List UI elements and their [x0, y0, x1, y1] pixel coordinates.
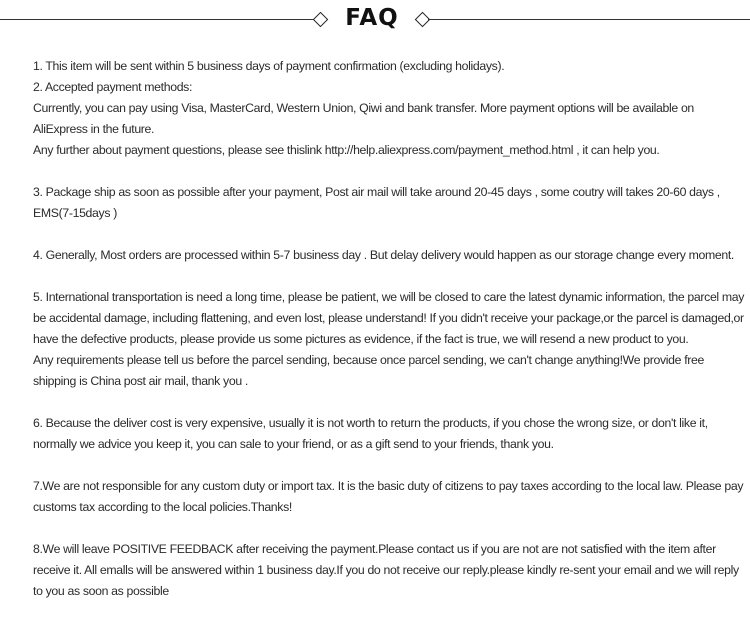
- faq-line: 2. Accepted payment methods:: [33, 80, 193, 94]
- faq-line: Any further about payment questions, please see thislink http://help.aliexpress.com/payment_method.html , it can help you.: [33, 143, 660, 157]
- faq-item-8: [33, 539, 745, 602]
- faq-line: 7.We are not responsible for any custom duty or import tax. It is the basic duty of citizens to pay taxes according to the local law. Please pay customs tax according to the local policies.Thanks!: [33, 479, 744, 514]
- faq-line: Any requirements please tell us before the parcel sending, because once parcel sending, we can't change anything!We provide free shipping is China post air mail, thank you .: [33, 353, 704, 388]
- faq-item-3: [33, 182, 745, 224]
- page-title: FAQ: [345, 5, 399, 31]
- faq-item-4: [33, 245, 745, 266]
- faq-item-1: [33, 56, 745, 161]
- faq-item-7: [33, 476, 745, 518]
- header-rule-right: [428, 19, 750, 20]
- faq-line: Currently, you can pay using Visa, MasterCard, Western Union, Qiwi and bank transfer. More payment options will be available on AliExpress in the future.: [33, 101, 694, 136]
- faq-line: 6. Because the deliver cost is very expensive, usually it is not worth to return the products, if you chose the wrong size, or don't like it, normally we advice you keep it, you can sale to your friend, or as a gift send to your friends, thank you.: [33, 416, 708, 451]
- faq-line: 8.We will leave POSITIVE FEEDBACK after receiving the payment.Please contact us if you are not are not satisfied with the item after receive it. All emalls will be answered within 1 business day.If you do not receive our reply.please kindly re-sent your email and we will reply to you as soon as possible: [33, 542, 739, 598]
- faq-line: 1. This item will be sent within 5 business days of payment confirmation (excluding holidays).: [33, 59, 505, 73]
- faq-line: 5. International transportation is need a long time, please be patient, we will be closed to care the latest dynamic information, the parcel may be accidental damage, including flattening, and even lost, please understand! If you didn't receive your package,or the parcel is damaged,or have the defective products, please provide us some pictures as evidence, if the fact is true, we will resend a new product to you.: [33, 290, 745, 346]
- faq-line: 4. Generally, Most orders are processed within 5-7 business day . But delay delivery would happen as our storage change every moment.: [33, 248, 734, 262]
- faq-content: [33, 56, 745, 623]
- diamond-icon: [313, 12, 329, 28]
- header-rule-left: [0, 19, 314, 20]
- faq-item-5: [33, 287, 745, 392]
- faq-item-6: [33, 413, 745, 455]
- faq-header: [0, 0, 750, 42]
- faq-line: 3. Package ship as soon as possible after your payment, Post air mail will take around 20-45 days , some coutry will takes 20-60 days , EMS(7-15days ): [33, 185, 720, 220]
